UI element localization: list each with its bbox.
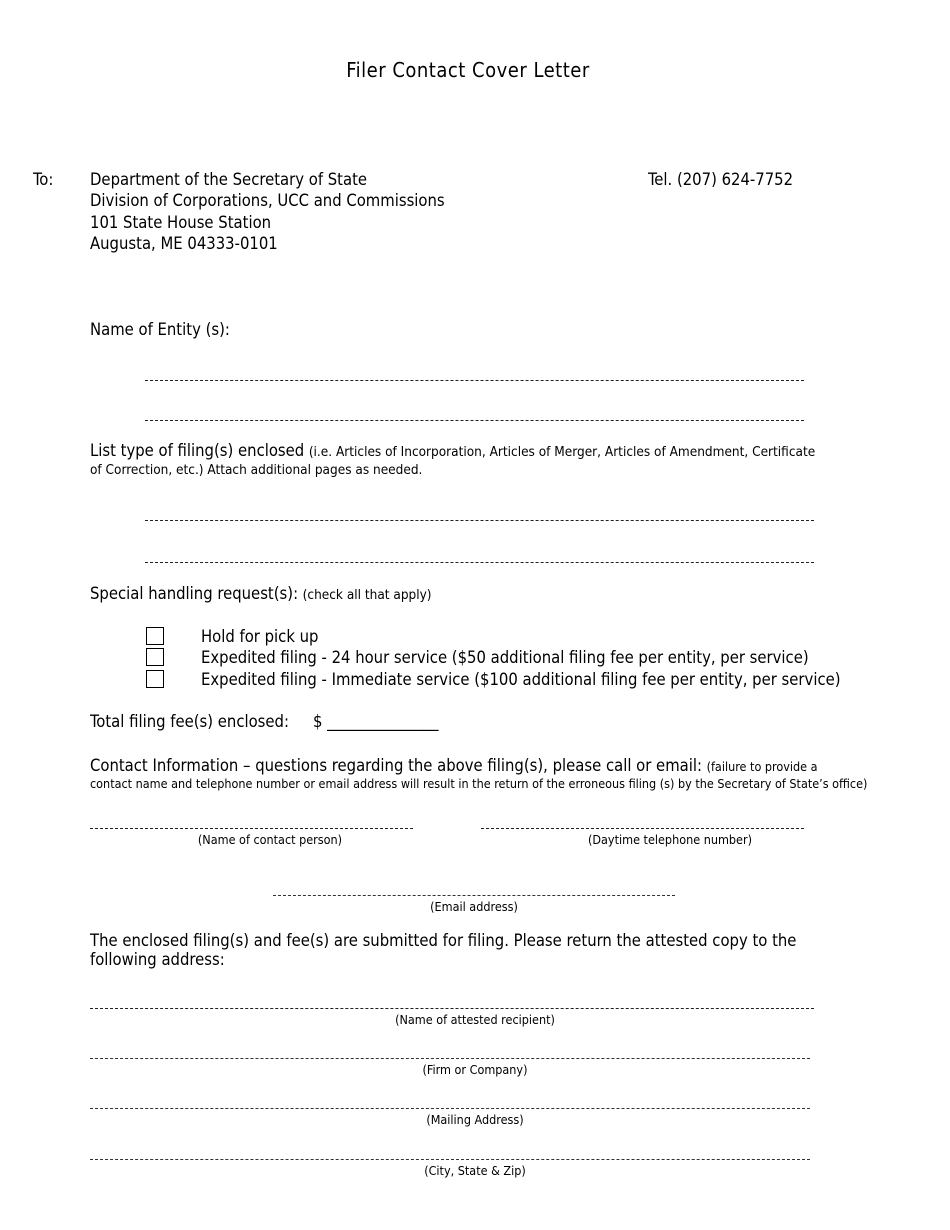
fee-field[interactable]: $ _______________ bbox=[313, 712, 439, 731]
expedited-24h-label: Expedited filing - 24 hour service ($50 additional filing fee per entity, per service) bbox=[201, 648, 809, 667]
return-instructions: The enclosed filing(s) and fee(s) are submitted for filing. Please return the attested copy to the following address: bbox=[90, 931, 797, 969]
filing-type-line-2[interactable] bbox=[145, 562, 814, 563]
fee-label: Total filing fee(s) enclosed: bbox=[90, 712, 289, 731]
expedited-immediate-label: Expedited filing - Immediate service ($100 additional filing fee per entity, per service) bbox=[201, 670, 841, 689]
entity-name-line-2[interactable] bbox=[145, 420, 804, 421]
contact-email-caption: (Email address) bbox=[430, 899, 518, 914]
special-handling-heading bbox=[90, 584, 432, 603]
city-state-zip-caption: (City, State & Zip) bbox=[424, 1163, 526, 1178]
expedited-immediate-checkbox[interactable] bbox=[146, 670, 164, 688]
filing-type-line-1[interactable] bbox=[145, 520, 814, 521]
contact-label: Contact Information – questions regarding the above filing(s), please call or email: bbox=[90, 756, 703, 775]
contact-email-line[interactable] bbox=[273, 895, 675, 896]
address-line-3: 101 State House Station bbox=[90, 213, 272, 232]
contact-hint-2: contact name and telephone number or email address will result in the return of the erroneous filing (s) by the Secretary of State’s office) bbox=[90, 776, 868, 791]
contact-name-caption: (Name of contact person) bbox=[197, 832, 343, 847]
contact-hint: (failure to provide a bbox=[706, 759, 818, 774]
filing-type-hint-2: of Correction, etc.) Attach additional pages as needed. bbox=[90, 462, 423, 478]
recipient-name-line[interactable] bbox=[90, 1008, 814, 1009]
entity-name-line-1[interactable] bbox=[145, 380, 804, 381]
hold-pickup-checkbox[interactable] bbox=[146, 627, 164, 645]
firm-line[interactable] bbox=[90, 1058, 810, 1059]
address-line-4: Augusta, ME 04333-0101 bbox=[90, 234, 278, 253]
address-line-2: Division of Corporations, UCC and Commissions bbox=[90, 191, 445, 210]
to-label: To: bbox=[33, 170, 54, 189]
contact-phone-line[interactable] bbox=[481, 828, 804, 829]
hold-pickup-label: Hold for pick up bbox=[201, 627, 319, 646]
city-state-zip-line[interactable] bbox=[90, 1159, 810, 1160]
address-line-1: Department of the Secretary of State bbox=[90, 170, 368, 189]
contact-phone-caption: (Daytime telephone number) bbox=[587, 832, 752, 847]
special-handling-label: Special handling request(s): bbox=[90, 584, 299, 603]
special-handling-hint: (check all that apply) bbox=[302, 587, 432, 603]
contact-name-line[interactable] bbox=[90, 828, 413, 829]
recipient-name-caption: (Name of attested recipient) bbox=[395, 1012, 555, 1027]
contact-heading bbox=[90, 756, 818, 775]
page-title: Filer Contact Cover Letter bbox=[346, 58, 590, 82]
entity-label: Name of Entity (s): bbox=[90, 320, 230, 339]
mailing-address-caption: (Mailing Address) bbox=[426, 1112, 524, 1127]
filing-type-label: List type of filing(s) enclosed bbox=[90, 441, 305, 460]
firm-caption: (Firm or Company) bbox=[422, 1062, 528, 1077]
expedited-24h-checkbox[interactable] bbox=[146, 648, 164, 666]
mailing-address-line[interactable] bbox=[90, 1108, 810, 1109]
filing-type-hint: (i.e. Articles of Incorporation, Articles of Merger, Articles of Amendment, Certificate bbox=[308, 444, 816, 460]
telephone: Tel. (207) 624-7752 bbox=[648, 170, 794, 189]
filing-type-heading bbox=[90, 441, 815, 460]
